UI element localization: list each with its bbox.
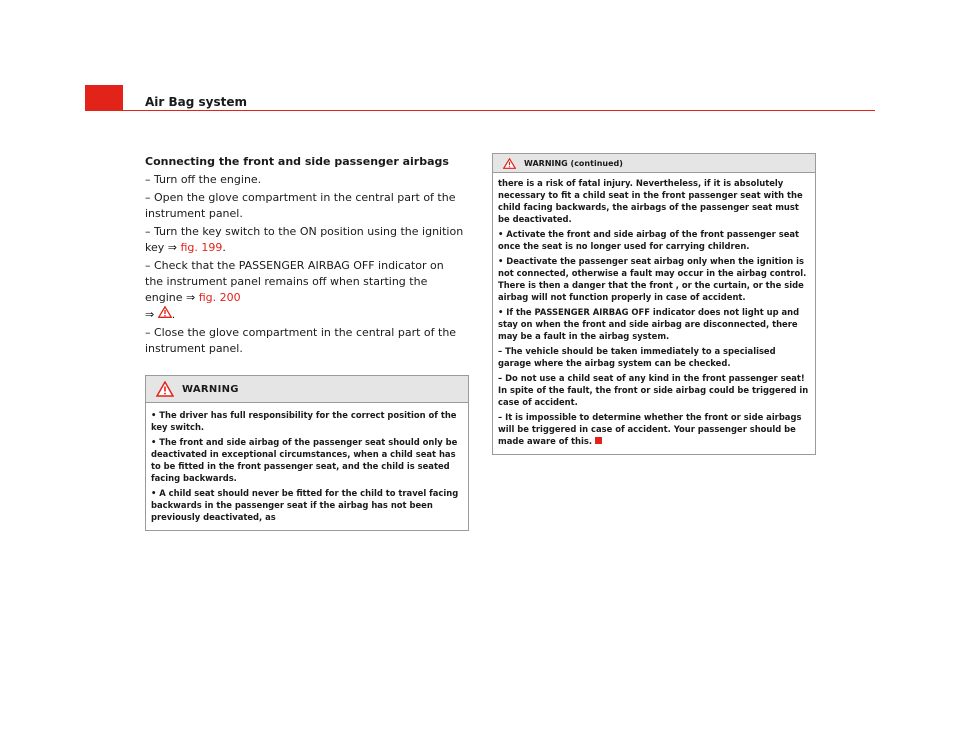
warning-body	[146, 403, 468, 530]
warning-item: • The front and side airbag of the passenger seat should only be deactivated in exceptional circumstances, when a child seat has to be fitted in the front passenger seat, and the child is seated facing backwards.	[151, 437, 458, 483]
step-check-period: .	[171, 308, 176, 321]
left-column	[145, 155, 465, 531]
header-rule	[85, 110, 875, 111]
page-tab-marker	[85, 85, 123, 111]
warning-item: • The driver has full responsibility for the correct position of the key switch.	[151, 410, 457, 432]
section-title: Air Bag system	[145, 95, 247, 109]
warning-item: • Deactivate the passenger seat airbag only when the ignition is not connected, otherwise a fault may occur in the airbag control. There is then a danger that the front , or the curtain, or the side airbag will not function properly in case of accident.	[498, 256, 807, 302]
step-key-switch-text: – Turn the key switch to the ON position using the ignition key ⇒	[145, 225, 464, 254]
step-close-glove: – Close the glove compartment in the central part of the instrument panel.	[145, 326, 457, 355]
warning-continued-title: WARNING (continued)	[524, 158, 623, 168]
step-check-text: – Check that the PASSENGER AIRBAG OFF indicator on the instrument panel remains off when starting the engine ⇒	[145, 259, 444, 304]
warning-triangle-icon[interactable]	[158, 306, 172, 318]
warning-item: – The vehicle should be taken immediately to a specialised garage where the airbag system can be checked.	[498, 346, 776, 368]
fig-199-link[interactable]: fig. 199	[180, 241, 223, 254]
warning-continued-body	[493, 173, 815, 454]
right-column	[492, 153, 814, 455]
warning-header	[146, 376, 468, 403]
warning-title: WARNING	[182, 383, 239, 395]
warning-box	[145, 375, 469, 531]
warning-item-text: – It is impossible to determine whether the front or side airbags will be triggered in case of accident. Your passenger should be made aware of this.	[498, 412, 802, 446]
step-turn-off: – Turn off the engine.	[145, 173, 262, 186]
warning-continued-header	[493, 154, 815, 173]
warning-triangle-icon	[503, 158, 516, 169]
warning-item: – Do not use a child seat of any kind in the front passenger seat! In spite of the fault, the front or side airbag could be triggered in case of accident.	[498, 373, 809, 407]
warning-item: • If the PASSENGER AIRBAG OFF indicator does not light up and stay on when the front and side airbag are disconnected, there may be a fault in the airbag system.	[498, 307, 800, 341]
warning-triangle-icon	[156, 381, 174, 397]
fig-200-link[interactable]: fig. 200	[198, 291, 241, 304]
step-key-switch-period: .	[222, 241, 226, 254]
warning-item: • Activate the front and side airbag of the front passenger seat once the seat is no longer used for carrying children.	[498, 229, 800, 251]
procedure-heading: Connecting the front and side passenger airbags	[145, 155, 449, 168]
step-open-glove: – Open the glove compartment in the central part of the instrument panel.	[145, 191, 456, 220]
end-of-section-icon	[595, 437, 602, 444]
warning-item-last	[498, 411, 810, 447]
step-check-indicator	[145, 258, 465, 323]
warning-item: there is a risk of fatal injury. Nevertheless, if it is absolutely necessary to fit a child seat in the front passenger seat with the child facing backwards, the airbags of the passenger seat must be deactivated.	[498, 178, 803, 224]
warning-continued-box	[492, 153, 816, 455]
warning-item: • A child seat should never be fitted for the child to travel facing backwards in the passenger seat if the airbag has not been previously deactivated, as	[151, 488, 459, 522]
warning-ref-arrow: ⇒	[145, 308, 155, 321]
step-key-switch	[145, 224, 465, 256]
